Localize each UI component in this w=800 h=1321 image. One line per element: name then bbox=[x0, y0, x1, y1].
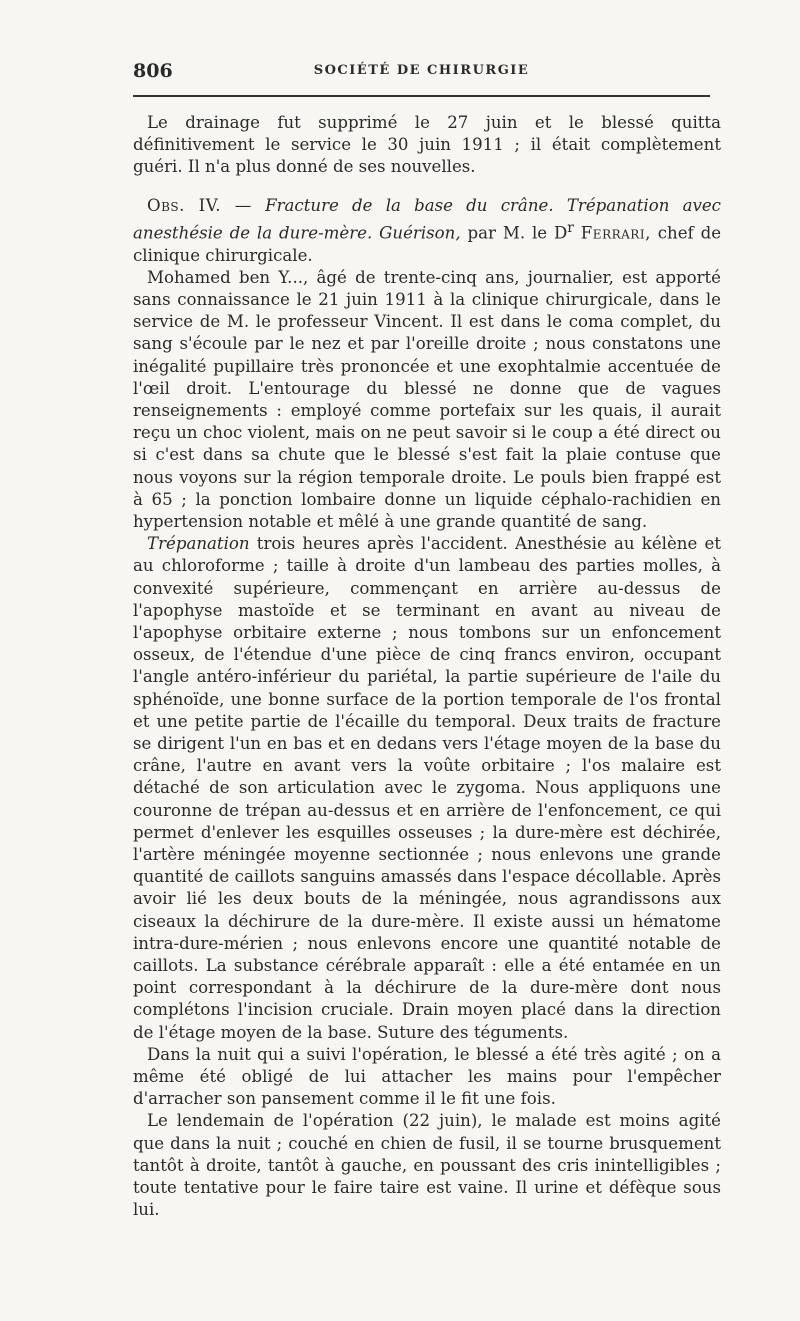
paragraph-next-day: Le lendemain de l'opération (22 juin), le malade est moins agité que dans la nuit ; couché en chien de fusil, il se tourne brusquement tantôt à droite, tantôt à gauche, en poussant des cris inintelligibles ; toute tentative pour le faire taire est vaine. Il urine et défèque sous lui. bbox=[133, 1111, 721, 1220]
paragraph-drainage: Le drainage fut supprimé le 27 juin et le blessé quitta définitivement le service le 30 juin 1911 ; il était complètement guéri. Il n'a plus donné de ses nouvelles. bbox=[133, 113, 721, 177]
obs-rest: chef de clinique chirurgicale. bbox=[133, 223, 722, 265]
obs-by: par M. le D bbox=[467, 223, 568, 243]
running-head: SOCIÉTÉ DE CHIRURGIE bbox=[313, 63, 530, 78]
obs-author: Ferrari, bbox=[580, 223, 651, 243]
trepanation-lead: Trépanation bbox=[147, 534, 250, 554]
page-header bbox=[133, 55, 710, 97]
trepanation-text: trois heures après l'accident. Anesthésie au kélène et au chloroforme ; taille à droite d'un lambeau des parties molles, à convexité supérieure, commençant en arrière au-dessus de l'apophyse mastoïde et se terminant en avant au niveau de l'apophyse orbitaire externe ; nous tombons sur un enfoncement osseux, de l'étendue d'une pièce de cinq francs environ, occupant l'angle antéro-inférieur du pariétal, la partie supérieure de l'aile du sphénoïde, une bonne surface de la portion temporale de l'os frontal et une petite partie de l'écaille du temporal. Deux traits de fracture se dirigent l'un en bas et en dedans vers l'étage moyen de la base du crâne, l'autre en avant vers la voûte orbitaire ; l'os malaire est détaché de son articulation avec le zygoma. Nous appliquons une couronne de trépan au-dessus et en arrière de l'enfoncement, ce qui permet d'enlever les esquilles osseuses ; la dure-mère est déchirée, l'artère méningée moyenne sectionnée ; nous enlevons une grande quantité de caillots sanguins amassés dans l'espace décollable. Après avoir lié les deux bouts de la méningée, nous agrandissons aux ciseaux la déchirure de la dure-mère. Il existe aussi un hématome intra-dure-mérien ; nous enlevons encore une quantité notable de caillots. La substance cérébrale apparaît : elle a été entamée en un point correspondant à la déchirure de la dure-mère dont nous complétons l'incision cruciale. Drain moyen placé dans la direction de l'étage moyen de la base. Suture des téguments. bbox=[133, 534, 721, 1042]
paragraph-trepanation bbox=[133, 533, 721, 1044]
obs-sup: r bbox=[567, 219, 574, 236]
body-text bbox=[133, 112, 721, 1221]
paragraph-night: Dans la nuit qui a suivi l'opération, le blessé a été très agité ; on a même été obligé de lui attacher les mains pour l'empêcher d'arracher son pansement comme il le fit une fois. bbox=[133, 1044, 721, 1109]
paragraph-patient: Mohamed ben Y..., âgé de trente-cinq ans, journalier, est apporté sans connaissance le 21 juin 1911 à la clinique chirurgicale, dans le service de M. le professeur Vincent. Il est dans le coma complet, du sang s'écoule par le nez et par l'oreille droite ; nous constatons une inégalité pupillaire très prononcée et une exophtalmie accentuée de l'œil droit. L'entourage du blessé ne donne que de vagues renseignements : employé comme portefaix sur les quais, il aurait reçu un choc violent, mais on ne peut savoir si le coup a été direct ou si c'est dans sa chute que le blessé s'est fait la plaie contuse que nous voyons sur la région temporale droite. Le pouls bien frappé est à 65 ; la ponction lombaire donne un liquide céphalo-rachidien en hypertension notable et mêlé à une grande quantité de sang. bbox=[133, 267, 721, 531]
obs-title: Fracture de la base du crâne. Trépanation avec anesthésie de la dure-mère. Guérison, bbox=[133, 195, 721, 243]
obs-label: Obs. IV. — bbox=[147, 195, 252, 215]
observation-heading bbox=[133, 195, 721, 267]
page-number: 806 bbox=[133, 60, 173, 82]
